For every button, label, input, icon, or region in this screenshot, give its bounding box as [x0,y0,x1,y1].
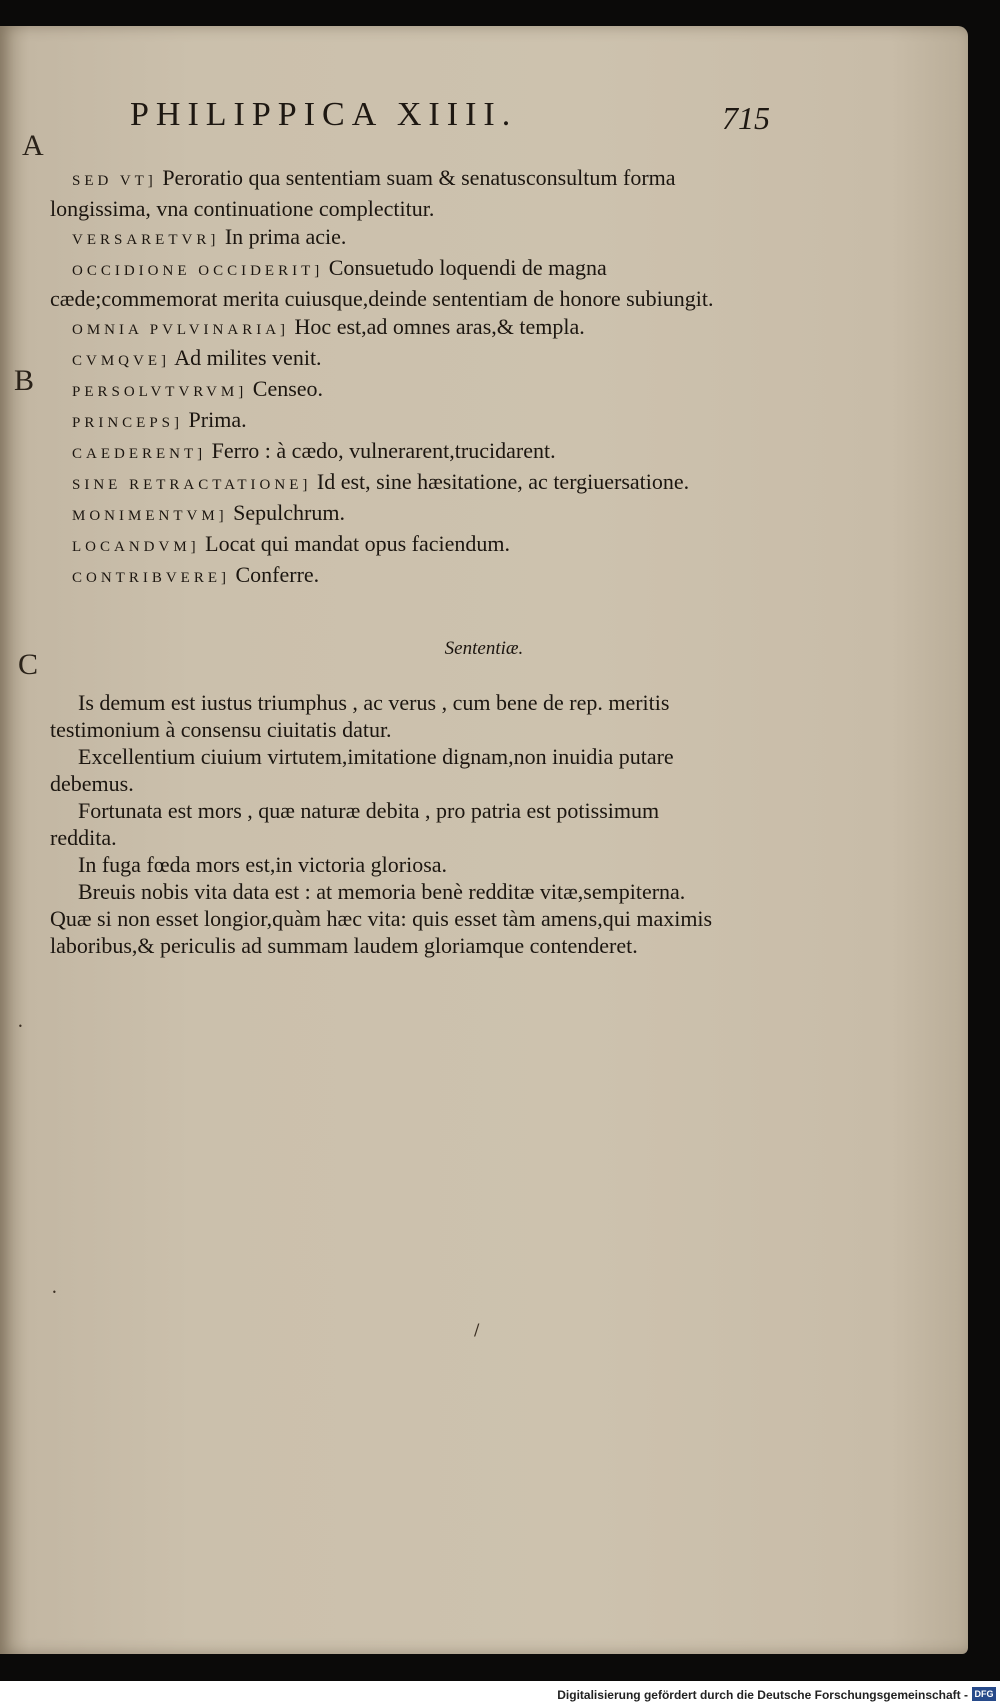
book-page [0,26,968,1654]
margin-letter-c: C [18,648,39,681]
gloss-lemma: CAEDERENT] [72,446,207,462]
paper-blemish: • [52,1288,57,1297]
gloss-text: Locat qui mandat opus faciendum. [199,531,511,556]
page-header [130,96,770,146]
gloss-text: Consuetudo loquendi de magna cæde;commemorat merita cuiusque,deinde sententiam de honore subiungit. [50,255,714,311]
gloss-entry [50,468,725,499]
gloss-entry [50,313,725,344]
gloss-text: Hoc est,ad omnes aras,& templa. [289,314,585,339]
gloss-text: Ferro : à cædo, vulnerarent,trucidarent. [206,438,556,463]
gloss-entry [50,223,725,254]
gloss-entry [50,164,725,223]
gloss-lemma: OCCIDIONE OCCIDERIT] [72,263,324,279]
sententia: Excellentium ciuium virtutem,imitatione dignam,non inuidia putare debemus. [50,744,674,796]
gloss-entry [50,344,725,375]
gloss-text: Id est, sine hæsitatione, ac tergiuersatione. [311,469,690,494]
digitization-footer [0,1681,1000,1707]
gloss-text: Conferre. [230,562,320,587]
gloss-entry [50,406,725,437]
running-title: PHILIPPICA XIIII. [130,96,518,133]
paper-blemish: • [18,1022,23,1031]
gloss-lemma: MONIMENTVM] [72,508,228,524]
gloss-text: In prima acie. [219,224,347,249]
gloss-lemma: CVMQVE] [72,353,170,369]
page-number: 715 [722,100,770,136]
funding-credit: Digitalisierung gefördert durch die Deutsche Forschungsgemeinschaft - [557,1688,968,1702]
gloss-lemma: SED VT] [72,173,157,189]
margin-letter-b: B [14,364,35,397]
sententiae-list [50,689,725,959]
gloss-lemma: PRINCEPS] [72,415,184,431]
section-heading: Sententiæ. [444,638,524,659]
dfg-logo-icon: DFG [972,1687,996,1701]
gloss-entry [50,254,725,313]
gloss-entry [50,561,725,592]
gloss-text: Prima. [183,407,247,432]
sententia: Is demum est iustus triumphus , ac verus , cum bene de rep. meritis testimonium à consensu ciuitatis datur. [50,690,670,742]
gloss-lemma: VERSARETVR] [72,232,220,248]
gloss-entry [50,499,725,530]
gloss-text: Peroratio qua sententiam suam & senatusconsultum forma longissima, vna continuatione complectitur. [50,165,676,221]
sententia: In fuga fœda mors est,in victoria gloriosa. [78,852,448,877]
sententia: Fortunata est mors , quæ naturæ debita , pro patria est potissimum reddita. [50,798,660,850]
gloss-lemma: LOCANDVM] [72,539,200,555]
gloss-text: Censeo. [247,376,324,401]
gloss-lemma: CONTRIBVERE] [72,570,230,586]
gloss-text: Sepulchrum. [227,500,345,525]
gloss-lemma: OMNIA PVLVINARIA] [72,322,290,338]
commentary-glosses [50,164,725,592]
gloss-lemma: SINE RETRACTATIONE] [72,477,312,493]
gloss-text: Ad milites venit. [170,345,322,370]
paper-blemish: / [474,1320,480,1339]
gloss-entry [50,375,725,406]
margin-letter-a: A [22,129,44,162]
gloss-entry [50,437,725,468]
gloss-lemma: PERSOLVTVRVM] [72,384,248,400]
sententia: Breuis nobis vita data est : at memoria benè redditæ vitæ,sempiterna. Quæ si non esset longior,quàm hæc vita: quis esset tàm amens,qui maximis laboribus,& periculis ad summam laudem gloriamque contenderet. [50,879,713,958]
gloss-entry [50,530,725,561]
